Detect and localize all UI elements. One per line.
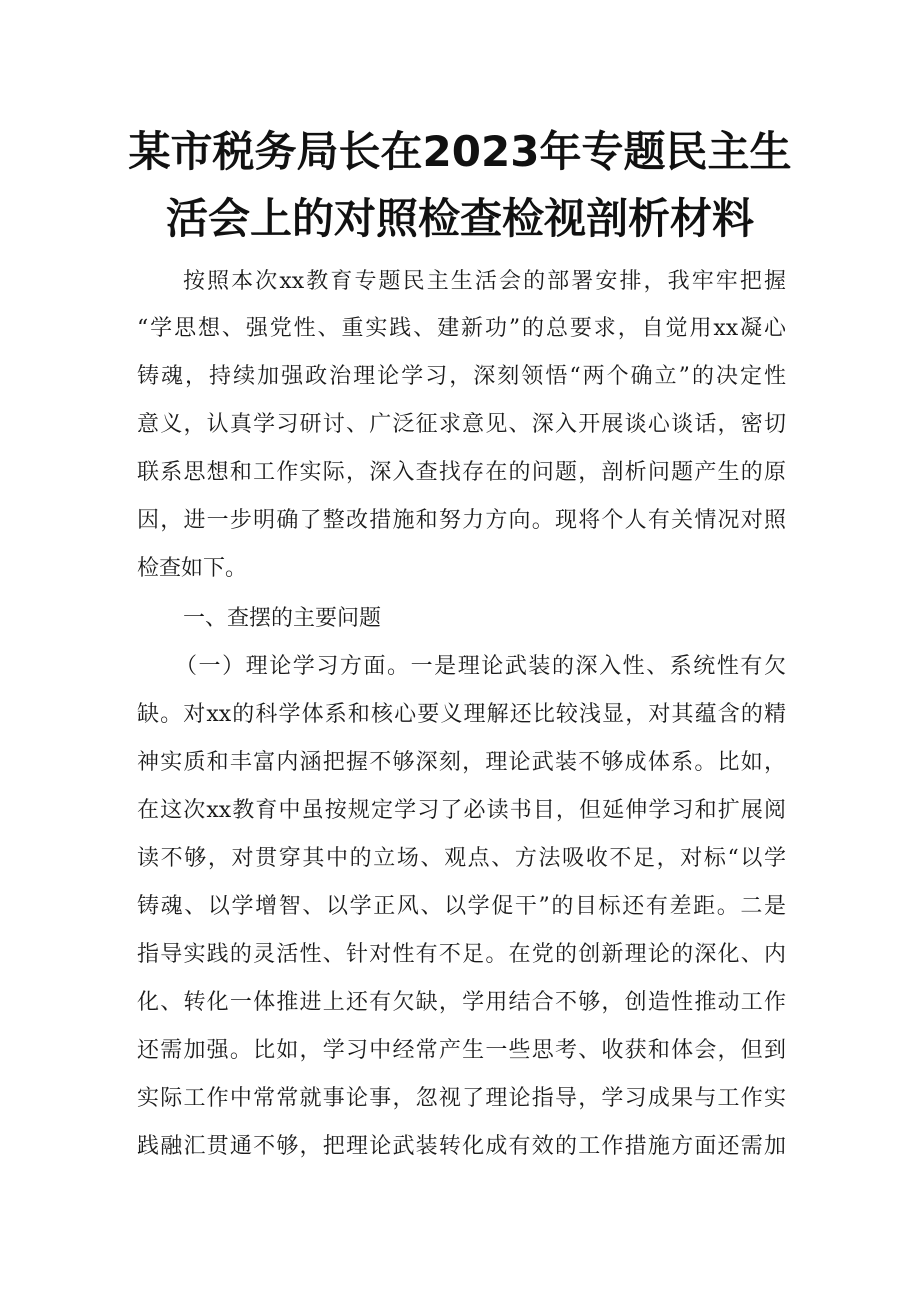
section-heading: 一、查摆的主要问题 <box>183 606 382 631</box>
section-line-9: 还需加强。比如，学习中经常产生一些思考、收获和体会，但到 <box>137 1038 786 1063</box>
section-line-1: （一）理论学习方面。一是理论武装的深入性、系统性有欠 <box>175 654 786 679</box>
section-line-3: 神实质和丰富内涵把握不够深刻，理论武装不够成体系。比如， <box>137 750 786 775</box>
document-title-line-1: 某市税务局长在2023年专题民主生 <box>128 127 792 176</box>
document-title-line-2: 活会上的对照检查检视剖析材料 <box>165 194 754 243</box>
section-line-2: 缺。对xx的科学体系和核心要义理解还比较浅显，对其蕴含的精 <box>137 702 786 727</box>
intro-line-2: “学思想、强党性、重实践、建新功”的总要求，自觉用xx凝心 <box>137 316 786 341</box>
section-line-5: 读不够，对贯穿其中的立场、观点、方法吸收不足，对标“以学 <box>137 846 786 871</box>
section-line-6: 铸魂、以学增智、以学正风、以学促干”的目标还有差距。二是 <box>137 894 786 919</box>
intro-line-3: 铸魂，持续加强政治理论学习，深刻领悟“两个确立”的决定性 <box>137 364 786 389</box>
intro-line-4: 意义，认真学习研讨、广泛征求意见、深入开展谈心谈话，密切 <box>137 412 786 437</box>
intro-line-7: 检查如下。 <box>137 556 248 581</box>
section-line-11: 践融汇贯通不够，把理论武装转化成有效的工作措施方面还需加 <box>137 1134 786 1159</box>
section-line-4: 在这次xx教育中虽按规定学习了必读书目，但延伸学习和扩展阅 <box>137 798 786 823</box>
intro-line-1: 按照本次xx教育专题民主生活会的部署安排，我牢牢把握 <box>183 269 786 294</box>
section-line-8: 化、转化一体推进上还有欠缺，学用结合不够，创造性推动工作 <box>137 990 786 1015</box>
section-line-10: 实际工作中常常就事论事，忽视了理论指导，学习成果与工作实 <box>137 1086 786 1111</box>
intro-line-5: 联系思想和工作实际，深入查找存在的问题，剖析问题产生的原 <box>137 460 786 485</box>
intro-line-6: 因，进一步明确了整改措施和努力方向。现将个人有关情况对照 <box>137 508 786 533</box>
section-line-7: 指导实践的灵活性、针对性有不足。在党的创新理论的深化、内 <box>137 942 786 967</box>
